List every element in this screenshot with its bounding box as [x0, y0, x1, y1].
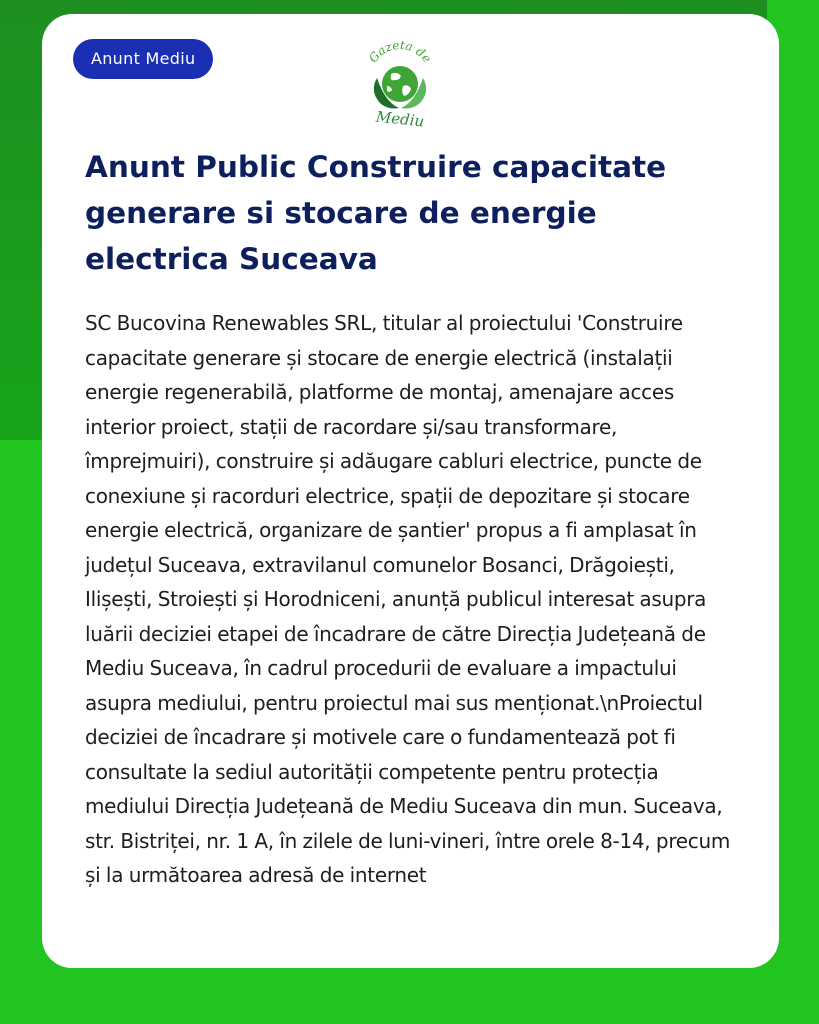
- article-body: SC Bucovina Renewables SRL, titular al proiectului 'Construire capacitate generare și stocare de energie electrică (instalații energie regenerabilă, platforme de montaj, amenajare acces interior proiect, stații de racordare și/sau transformare, împrejmuiri), construire și adăugare cabluri electrice, puncte de conexiune și racorduri electrice, spații de depozitare și stocare energie electrică, organizare de șantier' propus a fi amplasat în județul Suceava, extravilanul comunelor Bosanci, Drăgoiești, Ilișești, Stroiești și Horodniceni, anunță publicul interesat asupra luării deciziei etapei de încadrare de către Direcția Județeană de Mediu Suceava, în cadrul procedurii de evaluare a impactului asupra mediului, pentru proiectul mai sus menționat.\nProiectul deciziei de încadrare și motivele care o fundamentează pot fi consultate la sediul autorității competente pentru protecția mediului Direcția Județeană de Mediu Suceava din mun. Suceava, str. Bistriței, nr. 1 A, în zilele de luni-vineri, între orele 8-14, precum și la următoarea adresă de internet: [85, 311, 731, 887]
- svg-text:Mediu: Mediu: [375, 107, 426, 130]
- article-card: [42, 14, 779, 968]
- svg-text:Gazeta de: Gazeta de: [366, 37, 435, 66]
- article-title: Anunt Public Construire capacitate generare si stocare de energie electrica Suceava: [85, 150, 667, 276]
- gazeta-de-mediu-logo: [357, 36, 443, 130]
- category-badge[interactable]: Anunt Mediu: [73, 39, 213, 79]
